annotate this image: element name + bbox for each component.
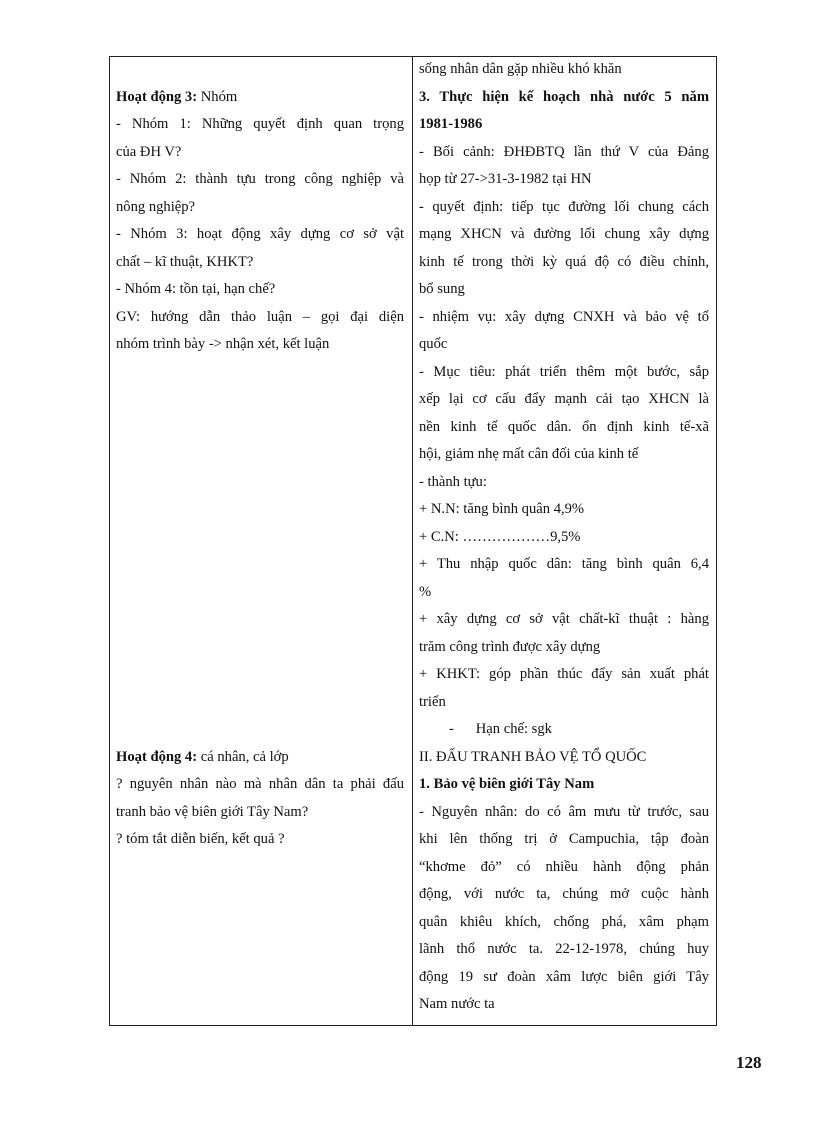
activity-3-line: - Nhóm 4: tồn tại, hạn chế? [116,281,276,297]
content-line: quân khiêu khích, chống phá, xâm phạm [419,913,709,930]
content-line: - Bối cảnh: ĐHĐBTQ lần thứ V của Đảng [419,143,709,160]
content-line: % [419,583,432,600]
content-line: quốc [419,336,448,352]
activity-3-line: nhóm trình bày -> nhận xét, kết luận [116,336,330,352]
section-heading: 1. Bảo vệ biên giới Tây Nam [419,776,595,792]
content-line: “khơme đỏ” có nhiều hành động phản [419,858,709,875]
content-line: + KHKT: góp phần thúc đẩy sản xuất phát [419,666,709,682]
content-line: - quyết định: tiếp tục đường lối chung cách [419,198,709,215]
content-line: khi lên thống trị ở Campuchia, tập đoàn [419,831,709,847]
content-line: động 19 sư đoàn xâm lược biên giới Tây [419,968,709,985]
content-line: hội, giảm nhẹ mất cân đối của kinh tế [419,446,639,462]
section-heading: 1981-1986 [419,116,483,132]
content-line: họp từ 27->31-3-1982 tại HN [419,171,592,187]
activity-3-line: chất – kĩ thuật, KHKT? [116,253,254,270]
activity-4-line: ? nguyên nhân nào mà nhân dân ta phải đấu [116,776,404,792]
activity-3-line: GV: hướng dẫn thảo luận – gọi đại diện [116,308,404,325]
activity-3-line: - Nhóm 2: thành tựu trong công nghiệp và [116,171,404,187]
activity-3-line: nông nghiệp? [116,198,196,215]
content-line: bổ sung [419,281,465,297]
content-line: mạng XHCN và đường lối chung xây dựng [419,226,709,242]
activity-3-line: của ĐH V? [116,143,182,160]
content-line: kinh tế trong thời kỳ quá độ có điều chỉnh, [419,253,709,270]
activity-4-line: ? tóm tắt diễn biến, kết quả ? [116,831,285,847]
content-line: - Mục tiêu: phát triển thêm một bước, sắp [419,363,709,380]
content-line: động, với nước ta, chúng mở cuộc hành [419,886,709,902]
content-line: Nam nước ta [419,996,495,1012]
content-line: xếp lại cơ cấu đẩy mạnh cải tạo XHCN là [419,391,709,407]
column-divider [412,56,413,1026]
section-heading: II. ĐẤU TRANH BẢO VỆ TỔ QUỐC [419,748,647,765]
content-line: - Hạn chế: sgk [449,721,552,737]
activity-4-line: tranh bảo vệ biên giới Tây Nam? [116,803,309,820]
content-line: + xây dựng cơ sở vật chất-kĩ thuật : hàng [419,611,709,627]
content-line: triển [419,693,446,710]
content-line: - nhiệm vụ: xây dựng CNXH và bảo vệ tổ [419,308,709,325]
content-line: - Nguyên nhân: do có âm mưu từ trước, sau [419,803,709,820]
blank-line [116,56,404,84]
activity-3-heading: Hoạt động 3: Nhóm [116,88,238,105]
page-number: 128 [736,1053,762,1072]
content-line: lãnh thổ nước ta. 22-12-1978, chúng huy [419,941,709,957]
content-line: - thành tựu: [419,473,487,490]
content-line: + C.N: ………………9,5% [419,528,581,545]
content-line: sống nhân dân gặp nhiều khó khăn [419,61,622,77]
activity-3-line: - Nhóm 3: hoạt động xây dựng cơ sở vật [116,226,404,242]
activity-4-heading: Hoạt động 4: cá nhân, cả lớp [116,748,289,765]
content-line: + Thu nhập quốc dân: tăng bình quân 6,4 [419,556,709,572]
activity-3-line: - Nhóm 1: Những quyết định quan trọng [116,116,404,132]
section-heading: 3. Thực hiện kế hoạch nhà nước 5 năm [419,88,709,105]
content-line: nền kinh tế quốc dân. ổn định kinh tế-xã [419,418,709,435]
content-column [419,56,709,1019]
teacher-activities-column [116,56,404,854]
content-line: trăm công trình được xây dựng [419,638,601,655]
content-line: + N.N: tăng bình quân 4,9% [419,501,585,517]
